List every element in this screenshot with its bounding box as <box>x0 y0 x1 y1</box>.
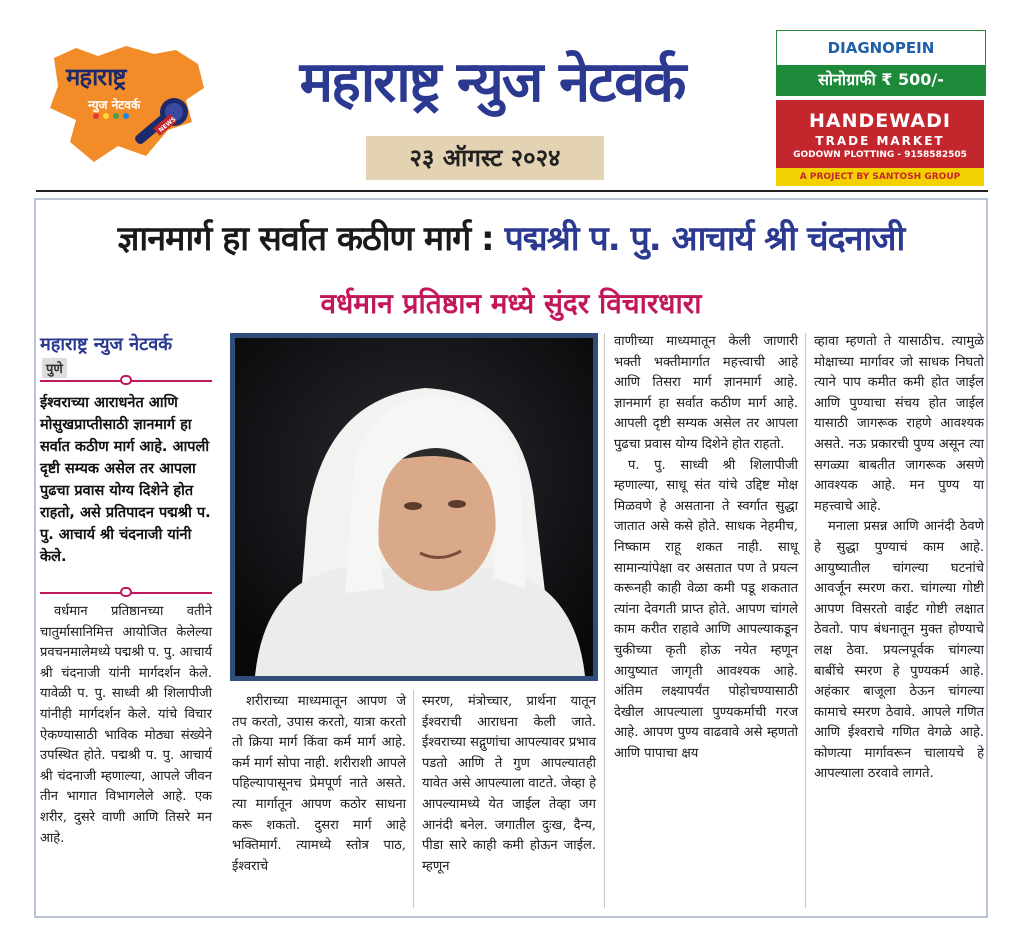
column-5-paragraph-2: मनाला प्रसन्न आणि आनंदी ठेवणे हे सुद्धा पुण्याचं काम आहे. आयुष्यातील चांगल्या घटनांचे आवर्जून स्मरण करा. चांगल्या गोष्टी आपण विसरतो वाईट गोष्टी लक्षात ठेवतो. पाप बंधनातून मुक्त होण्याचे लक्ष ठेवा. प्रयत्नपूर्वक चांगल्या बाबींचे स्मरण हे पुण्यकर्म आहे. अहंकार बाजूला ठेऊन चांगल्या कामाचे स्मरण ठेवावे. आपले गणित आणि ईश्वराचे गणित वेगळे आहे. कोणत्या मार्गावरून चालायचे हे आपल्याला ठरवावे लागते. <box>814 519 984 782</box>
article-photo <box>230 333 598 681</box>
article-subheadline: वर्धमान प्रतिष्ठान मध्ये सुंदर विचारधारा <box>320 287 702 320</box>
svg-text:NEWS: NEWS <box>157 115 178 134</box>
column-2-paragraph: शरीराच्या माध्यमातून आपण जे तप करतो, उपास करतो, यात्रा करतो तो क्रिया मार्ग किंवा कर्म मार्ग आहे. कर्म मार्ग सोपा नाही. शरीराशी आपले पहिल्यापासूनच प्रेमपूर्ण नाते असते. त्या मार्गातून आपण कठोर साधना करू शकतो. दुसरा मार्ग आहे भक्तिमार्ग. त्यामध्ये स्तोत्र पाठ, ईश्वराचे <box>232 694 406 874</box>
article-headline <box>34 214 988 260</box>
column-4 <box>614 332 798 764</box>
masthead-rule <box>36 190 988 192</box>
headline-part-1: ज्ञानमार्ग हा सर्वात कठीण मार्ग : <box>117 219 494 259</box>
issue-date: २३ ऑगस्ट २०२४ <box>366 136 604 180</box>
column-3 <box>422 692 596 877</box>
ad-diagnopein-offer: सोनोग्राफी ₹ 500/- <box>777 65 985 95</box>
column-5 <box>814 332 984 785</box>
ad-diagnopein[interactable] <box>776 30 986 96</box>
ad-handewadi[interactable] <box>776 100 984 186</box>
column-divider <box>413 690 414 908</box>
column-1-paragraph: वर्धमान प्रतिष्ठानच्या वतीने चातुर्मासानिमित्त आयोजित केलेल्या प्रवचनमालेमध्ये पद्मश्री प. पु. आचार्य श्री चंदनाजी यांनी मार्गदर्शन केले. यावेळी प. पु. साध्वी श्री शिलापीजी यांनीही मार्गदर्शन केले. यांचे विचार ऐकण्यासाठी भाविक मोठ्या संख्येने उपस्थित होते. पद्मश्री प. पु. आचार्य श्री चंदनाजी म्हणाल्या, आपले जीवन तीन भागात विभागलेले आहे. एक शरीर, दुसरे वाणी आणि तिसरे मन आहे. <box>40 604 212 846</box>
lead-paragraph: ईश्वराच्या आराधनेत आणि मोसुखप्राप्तीसाठी ज्ञानमार्ग हा सर्वात कठीण मार्ग आहे. आपली दृष्टी सम्यक असेल तर आपला पुढचा प्रवास योग्य दिशेने होत राहतो, असे प्रतिपादन पद्मश्री प. पु. आचार्य श्री चंदनाजी यांनी केले. <box>40 395 211 565</box>
column-2 <box>232 692 406 877</box>
headline-part-2: पद्मश्री प. पु. आचार्य श्री चंदनाजी <box>504 219 905 259</box>
ad-handewadi-line3: GODOWN PLOTTING - 9158582505 <box>793 150 967 160</box>
ad-handewadi-name: HANDEWADI <box>809 110 951 132</box>
masthead-title: महाराष्ट्र न्युज नेटवर्क <box>299 50 685 115</box>
ad-handewadi-line2: TRADE MARKET <box>815 134 945 148</box>
column-1 <box>40 602 212 849</box>
ornament-divider <box>40 592 212 594</box>
logo-subtitle: न्युज नेटवर्क <box>88 98 141 112</box>
column-4-paragraph-1: वाणीच्या माध्यमातून केली जाणारी भक्ती भक्तीमार्गात महत्त्वाची आहे आणि तिसरा मार्ग ज्ञानमार्ग आहे. ज्ञानमार्ग हा सर्वात कठीण मार्ग आहे. आपली दृष्टी सम्यक असेल तर आपला पुढचा प्रवास योग्य दिशेने होत राहतो. <box>614 334 798 452</box>
column-4-paragraph-2: प. पु. साध्वी श्री शिलापीजी म्हणाल्या, साधू संत यांचे उद्दिष्ट मोक्ष मिळवणे हे असताना ते स्वर्गात सुद्धा जातात असे कसे होते. साधक नेहमीच, निष्काम राहू शकत नाही. साधू सामान्यांपेक्षा वर असतात पण ते प्रयत्न करूनही काही वेळा कमी पडू शकतात त्यांना देवगती प्राप्त होते. आपण चांगले काम करीत राहावे आणि आपल्याकडून चुकीच्या कृती होऊ नयेत म्हणून आयुष्यात जागृती आवश्यक आहे. अंतिम लक्ष्यापर्यंत पोहोचण्यासाठी देखील आपल्याला पुण्यकर्माची गरज आहे. आपण पुण्य वाढवावे असे म्हणतो आणि पापाचा क्षय <box>614 457 798 761</box>
brand-logo <box>36 38 216 168</box>
byline: महाराष्ट्र न्युज नेटवर्क <box>40 334 173 355</box>
dateline-place: पुणे <box>42 358 67 378</box>
acharya-portrait-image <box>235 338 593 676</box>
column-divider <box>604 333 605 908</box>
column-3-paragraph: स्मरण, मंत्रोच्चार, प्रार्थना यातून ईश्वराची आराधना केली जाते. ईश्वराच्या सद्गुणांचा आपल्यावर प्रभाव पडतो आणि ते गुण आपल्यातही यावेत असे आपल्याला वाटते. जेव्हा हे आपल्यामध्ये येत जाईल तेव्हा जग आनंदी बनेल. जगातील दुःख, दैन्य, पीडा सारे काही कमी होऊन जाईल. म्हणून <box>422 694 596 874</box>
column-5-paragraph-1: व्हावा म्हणतो ते यासाठीच. त्यामुळे मोक्षाच्या मार्गावर जो साधक निघतो त्याने पाप कमीत कमी होत जाईल आणि पुण्याचा संचय होत जाईल यासाठी जागरूक राहणे आवश्यक असते. नऊ प्रकारची पुण्य असून त्या सगळ्या बाबतीत जागरूक असणे आवश्यक आहे. मन पुण्य या महत्त्वाचे आहे. <box>814 334 984 514</box>
column-divider <box>805 333 806 908</box>
ad-diagnopein-brand: DIAGNOPEIN <box>827 39 935 57</box>
ornament-divider <box>40 380 212 382</box>
logo-title: महाराष्ट्र <box>66 63 126 91</box>
ad-handewadi-line4: A PROJECT BY SANTOSH GROUP <box>776 168 984 186</box>
